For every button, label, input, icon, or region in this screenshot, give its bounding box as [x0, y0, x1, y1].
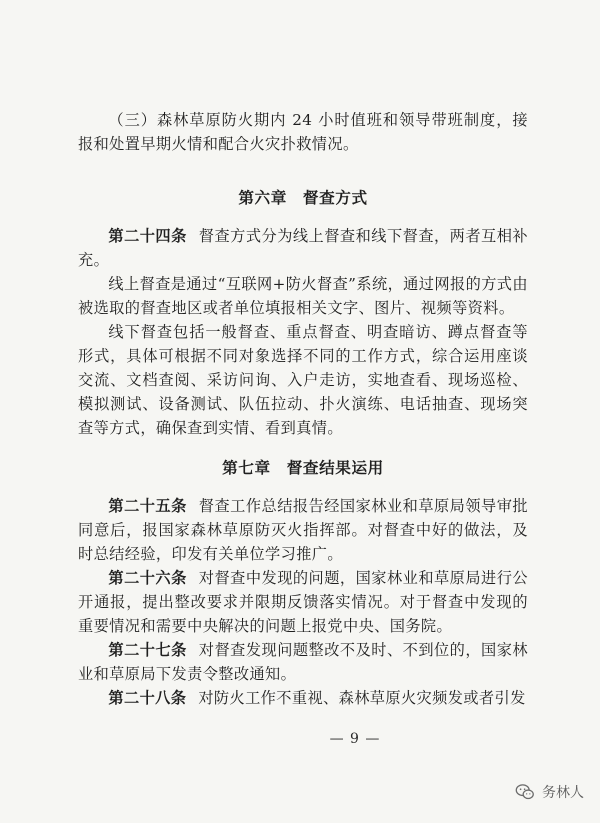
- chapter-number: 第六章: [238, 189, 287, 207]
- chapter-heading: [78, 456, 528, 480]
- paragraph-text: （三）森林草原防火期内 24 小时值班和领导带班制度，接报和处置早期火情和配合火灾扑救情况。: [78, 111, 528, 153]
- article-number: 第二十八条: [108, 689, 187, 707]
- article-paragraph: [78, 566, 528, 638]
- watermark: [514, 781, 584, 803]
- body-paragraph: [78, 108, 528, 156]
- paragraph-text: 对督查中发现的问题，国家林业和草原局进行公开通报，提出整改要求并限期反馈落实情况。对于督查中发现的重要情况和需要中央解决的问题上报党中央、国务院。: [78, 569, 528, 635]
- article-paragraph: [78, 638, 528, 686]
- article-number: 第二十五条: [108, 497, 187, 515]
- paragraph-text: 督查方式分为线上督查和线下督查，两者互相补充。: [78, 227, 528, 269]
- chapter-title: 督查方式: [302, 189, 368, 207]
- paragraph-text: 对防火工作不重视、森林草原火灾频发或者引发: [198, 689, 526, 707]
- chapter-heading: [78, 186, 528, 210]
- paragraph-text: 对督查发现问题整改不及时、不到位的，国家林业和草原局下发责令整改通知。: [78, 641, 528, 683]
- article-number: 第二十六条: [108, 569, 187, 587]
- article-number: 第二十七条: [108, 641, 187, 659]
- watermark-text: 务林人: [542, 785, 584, 801]
- chapter-title: 督查结果运用: [286, 459, 384, 477]
- paragraph-text: 督查工作总结报告经国家林业和草原局领导审批同意后，报国家森林草原防灭火指挥部。对督查中好的做法，及时总结经验，印发有关单位学习推广。: [78, 497, 528, 563]
- paragraph-text: 线上督查是通过“互联网+防火督查”系统，通过网报的方式由被选取的督查地区或者单位填报相关文字、图片、视频等资料。: [78, 275, 528, 317]
- chapter-number: 第七章: [222, 459, 271, 477]
- article-paragraph: [78, 686, 528, 710]
- wechat-icon: [514, 781, 536, 803]
- article-paragraph: [78, 494, 528, 566]
- document-body: [78, 108, 528, 710]
- article-paragraph: [78, 224, 528, 272]
- page-number: — 9 —: [329, 731, 381, 747]
- body-paragraph: [78, 272, 528, 320]
- article-number: 第二十四条: [108, 227, 187, 245]
- paragraph-text: 线下督查包括一般督查、重点督查、明查暗访、蹲点督查等形式，具体可根据不同对象选择不同的工作方式，综合运用座谈交流、文档查阅、采访问询、入户走访，实地查看、现场巡检、模拟测试、设备测试、队伍拉动、扑火演练、电话抽查、现场突查等方式，确保查到实情、看到真情。: [78, 323, 528, 437]
- body-paragraph: [78, 320, 528, 440]
